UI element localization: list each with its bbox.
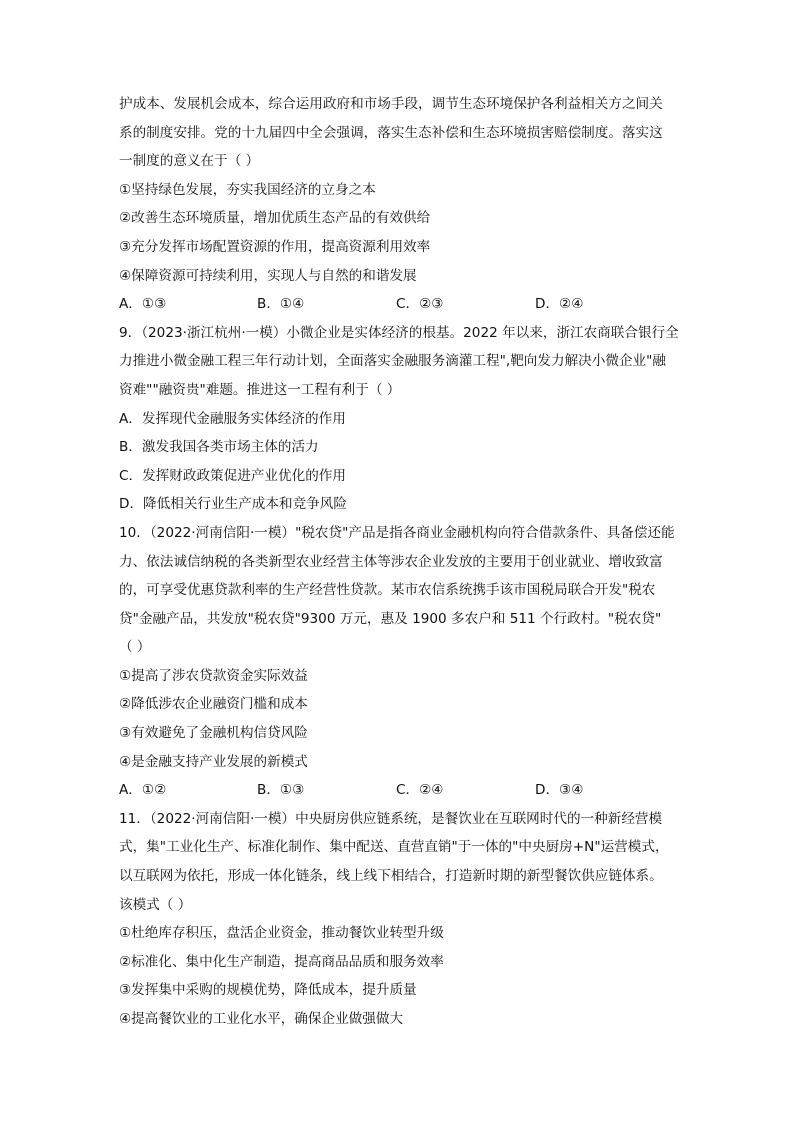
q9-option-a: A．发挥现代金融服务实体经济的作用 [119, 410, 346, 427]
q11-statement-4: ④提高餐饮业的工业化水平，确保企业做强做大 [119, 1011, 404, 1027]
q10-stem-line: 贷"金融产品，共发放"税农贷"9300 万元，惠及 1900 多农户和 511 个行政村。"税农贷" [119, 610, 662, 627]
q11-statement-2: ②标准化、集中化生产制造，提高商品品质和服务效率 [119, 953, 444, 970]
q11-stem-line: 11．（2022·河南信阳·一模）中央厨房供应链系统，是餐饮业在互联网时代的一种新经营模 [119, 810, 663, 827]
q8-answer-choices [119, 290, 679, 319]
q8-statement-4: ④保障资源可持续利用，实现人与自然的和谐发展 [119, 267, 417, 284]
q9-option-d: D．降低相关行业生产成本和竞争风险 [119, 496, 347, 513]
q10-statement-1: ①提高了涉农贷款资金实际效益 [119, 667, 308, 684]
document-content [119, 90, 679, 1034]
q8-stem-line: 一制度的意义在于（ ） [119, 153, 260, 170]
q8-choice-c: C．②③ [396, 296, 444, 313]
q9-option-b: B．激发我国各类市场主体的活力 [119, 439, 319, 456]
q11-statement-3: ③发挥集中采购的规模优势，降低成本，提升质量 [119, 982, 417, 999]
q11-stem-line: 该模式（ ） [119, 896, 192, 913]
q9-option-c: C．发挥财政政策促进产业优化的作用 [119, 467, 346, 484]
q11-statement-1: ①杜绝库存积压，盘活企业资金，推动餐饮业转型升级 [119, 925, 444, 942]
q10-choice-d: D．③④ [535, 782, 584, 799]
q9-stem-line: 力推进小微金融工程三年行动计划，全面落实金融服务滴灌工程",靶向发力解决小微企业"融 [119, 353, 666, 370]
q10-answer-choices [119, 776, 679, 805]
q8-choice-a: A．①③ [119, 296, 167, 313]
q8-statement-3: ③充分发挥市场配置资源的作用，提高资源利用效率 [119, 238, 431, 255]
q10-statement-3: ③有效避免了金融机构信贷风险 [119, 725, 308, 742]
q8-stem-line: 护成本、发展机会成本，综合运用政府和市场手段，调节生态环境保护各利益相关方之间关 [119, 96, 663, 112]
q9-stem-line: 9．（2023·浙江杭州·一模）小微企业是实体经济的根基。2022 年以来，浙江农商联合银行全 [119, 324, 679, 341]
q10-statement-4: ④是金融支持产业发展的新模式 [119, 753, 308, 770]
q10-stem-line: 10．（2022·河南信阳·一模）"税农贷"产品是指各商业金融机构向符合借款条件、具备偿还能 [119, 524, 675, 541]
q10-stem-line: （ ） [119, 639, 151, 656]
q11-stem-line: 式，集"工业化生产、标准化制作、集中配送、直营直销"于一体的"中央厨房+N"运营模式， [119, 839, 669, 856]
q10-choice-a: A．①② [119, 782, 167, 799]
q10-choice-c: C．②④ [396, 782, 444, 799]
q10-choice-b: B．①③ [257, 782, 305, 799]
q8-statement-1: ①坚持绿色发展，夯实我国经济的立身之本 [119, 181, 376, 198]
q8-statement-2: ②改善生态环境质量，增加优质生态产品的有效供给 [119, 210, 431, 227]
q8-choice-d: D．②④ [535, 296, 584, 313]
q9-stem-line: 资难""融资贵"难题。推进这一工程有利于（ ） [119, 381, 401, 398]
q10-stem-line: 力、依法诚信纳税的各类新型农业经营主体等涉农企业发放的主要用于创业就业、增收致富 [119, 553, 663, 570]
q11-stem-line: 以互联网为依托，形成一体化链条，线上线下相结合，打造新时期的新型餐饮供应链体系。 [119, 868, 663, 885]
q10-stem-line: 的，可享受优惠贷款利率的生产经营性贷款。某市农信系统携手该市国税局联合开发"税农 [119, 582, 656, 599]
q8-choice-b: B．①④ [257, 296, 305, 313]
q10-statement-2: ②降低涉农企业融资门槛和成本 [119, 696, 308, 713]
q8-stem-line: 系的制度安排。党的十九届四中全会强调，落实生态补偿和生态环境损害赔偿制度。落实这 [119, 124, 663, 141]
